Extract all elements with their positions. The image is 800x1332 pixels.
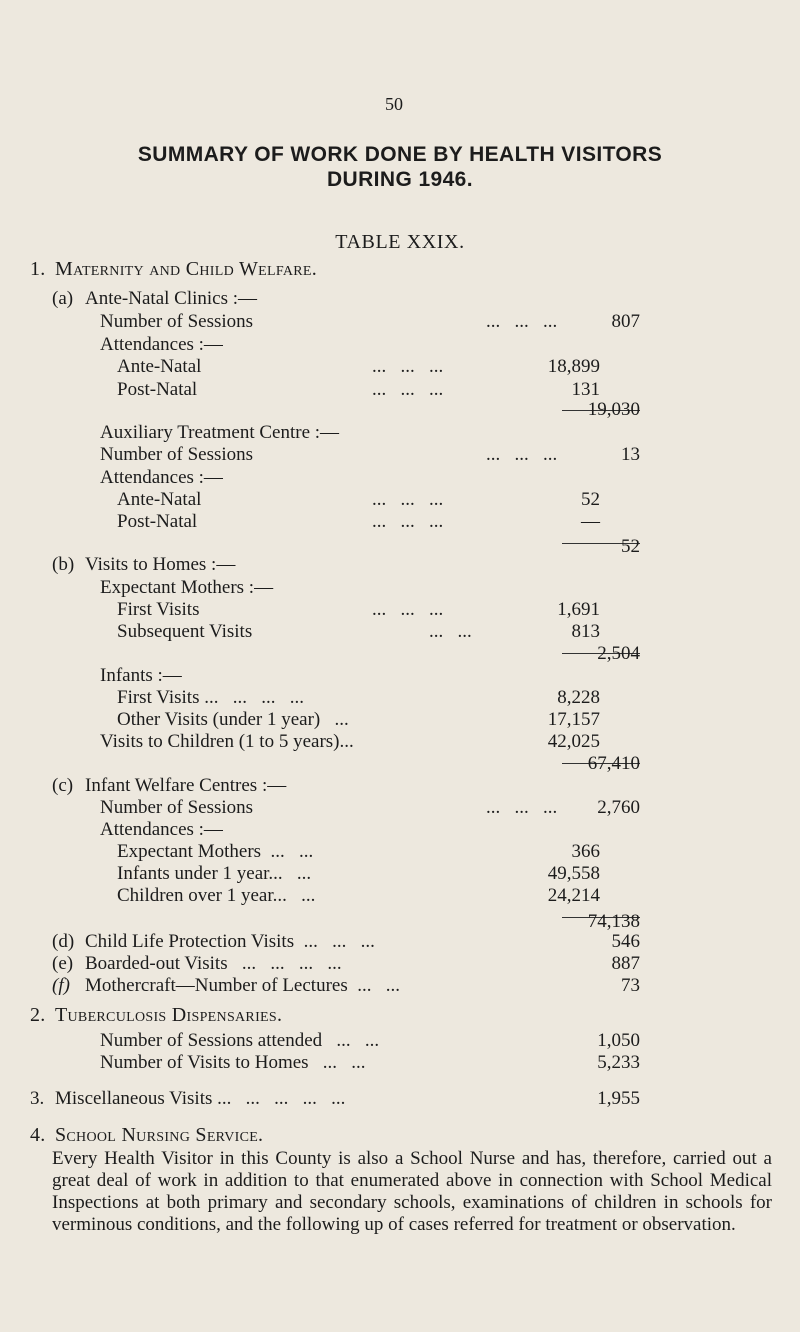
subsection-b-title: Visits to Homes :— [85,554,236,575]
aux-antenatal-label: Ante-Natal [117,489,202,510]
subsection-c-title: Infant Welfare Centres :— [85,775,287,796]
s2-visits-label: Number of Visits to Homes ... ... [100,1052,366,1073]
school-nursing-paragraph: Every Health Visitor in this County is also a School Nurse and has, therefore, carried out a great deal of work in addition to that enumerated above in connection with School Medical Inspections at both primary and secondary schools, examinations of children in schools for verminous conditions, and the following up of cases referred for treatment or observation. [52,1148,772,1235]
aux-attendances-total: 52 [621,536,640,557]
aux-antenatal-dots: ... ... ... [372,489,444,510]
aux-attendances-label: Attendances :— [100,467,223,488]
c-expectant-label: Expectant Mothers ... ... [117,841,314,862]
aux-postnatal-dots: ... ... ... [372,511,444,532]
b-children-value: 42,025 [547,731,600,752]
a-attendances-total: 19,030 [587,399,640,420]
section-1-heading: Maternity and Child Welfare. [55,258,318,280]
a-postnatal-dots: ... ... ... [372,379,444,400]
b-infants-first-label: First Visits ... ... ... ... [117,687,304,708]
subsection-d-total: 546 [611,931,640,952]
subsection-e-text: Boarded-out Visits ... ... ... ... [85,953,342,974]
a-postnatal-label: Post-Natal [117,379,198,400]
page-title: SUMMARY OF WORK DONE BY HEALTH VISITORS [137,143,663,166]
a-attendances-label: Attendances :— [100,334,223,355]
section-1-number: 1. [30,258,46,280]
c-attendances-label: Attendances :— [100,819,223,840]
c-sessions-label: Number of Sessions [100,797,254,818]
s2-sessions-total: 1,050 [597,1030,640,1051]
section-4-number: 4. [30,1124,46,1146]
b-first-dots: ... ... ... [372,599,444,620]
a-antenatal-label: Ante-Natal [117,356,202,377]
c-expectant-value: 366 [571,841,600,862]
b-subsequent-value: 813 [571,621,600,642]
subsection-f-text: Mothercraft—Number of Lectures ... ... [85,975,400,996]
aux-antenatal-value: 52 [581,489,600,510]
c-children-label: Children over 1 year... ... [117,885,316,906]
b-infants-total: 67,410 [587,753,640,774]
b-expectant-label: Expectant Mothers :— [100,577,274,598]
b-first-label: First Visits [117,599,200,620]
page-number: 50 [385,94,403,114]
a-sessions-dots: ... ... ... [486,311,558,332]
a-postnatal-value: 131 [571,379,600,400]
section-3-number: 3. [30,1088,45,1109]
c-infants-value: 49,558 [547,863,600,884]
b-infants-label: Infants :— [100,665,182,686]
section-2-heading: Tuberculosis Dispensaries. [55,1004,283,1026]
aux-title: Auxiliary Treatment Centre :— [100,422,340,443]
subsection-f-total: 73 [621,975,640,996]
aux-postnatal-label: Post-Natal [117,511,198,532]
subsection-c-label: (c) [52,775,74,796]
c-attendances-total: 74,138 [587,911,640,932]
b-children-label: Visits to Children (1 to 5 years)... [100,731,354,752]
section-3-text: Miscellaneous Visits ... ... ... ... ... [55,1088,346,1109]
aux-sessions-dots: ... ... ... [486,444,558,465]
subsection-a-title: Ante-Natal Clinics :— [85,288,258,309]
b-expectant-total: 2,504 [597,643,640,664]
aux-postnatal-value: — [581,511,600,532]
a-sessions-label: Number of Sessions [100,311,254,332]
subsection-f-label: (f) [52,975,70,996]
b-infants-first-value: 8,228 [557,687,600,708]
a-antenatal-dots: ... ... ... [372,356,444,377]
b-subsequent-dots: ... ... [429,621,472,642]
b-subsequent-label: Subsequent Visits [117,621,253,642]
subsection-e-total: 887 [611,953,640,974]
subsection-b-label: (b) [52,554,75,575]
a-antenatal-value: 18,899 [547,356,600,377]
subsection-d-label: (d) [52,931,75,952]
c-sessions-dots: ... ... ... [486,797,558,818]
subsection-e-label: (e) [52,953,74,974]
a-sessions-total: 807 [611,311,640,332]
b-first-value: 1,691 [557,599,600,620]
aux-sessions-label: Number of Sessions [100,444,254,465]
subsection-a-label: (a) [52,288,74,309]
c-infants-label: Infants under 1 year... ... [117,863,312,884]
subsection-d-text: Child Life Protection Visits ... ... ... [85,931,375,952]
section-4-heading: School Nursing Service. [55,1124,264,1146]
page-subtitle: DURING 1946. [326,168,474,191]
s2-visits-total: 5,233 [597,1052,640,1073]
c-sessions-total: 2,760 [597,797,640,818]
c-children-value: 24,214 [547,885,600,906]
s2-sessions-label: Number of Sessions attended ... ... [100,1030,380,1051]
b-infants-other-value: 17,157 [547,709,600,730]
section-3-total: 1,955 [597,1088,640,1109]
table-label: TABLE XXIX. [335,231,465,253]
aux-sessions-total: 13 [621,444,640,465]
b-infants-other-label: Other Visits (under 1 year) ... [117,709,349,730]
section-2-number: 2. [30,1004,46,1026]
